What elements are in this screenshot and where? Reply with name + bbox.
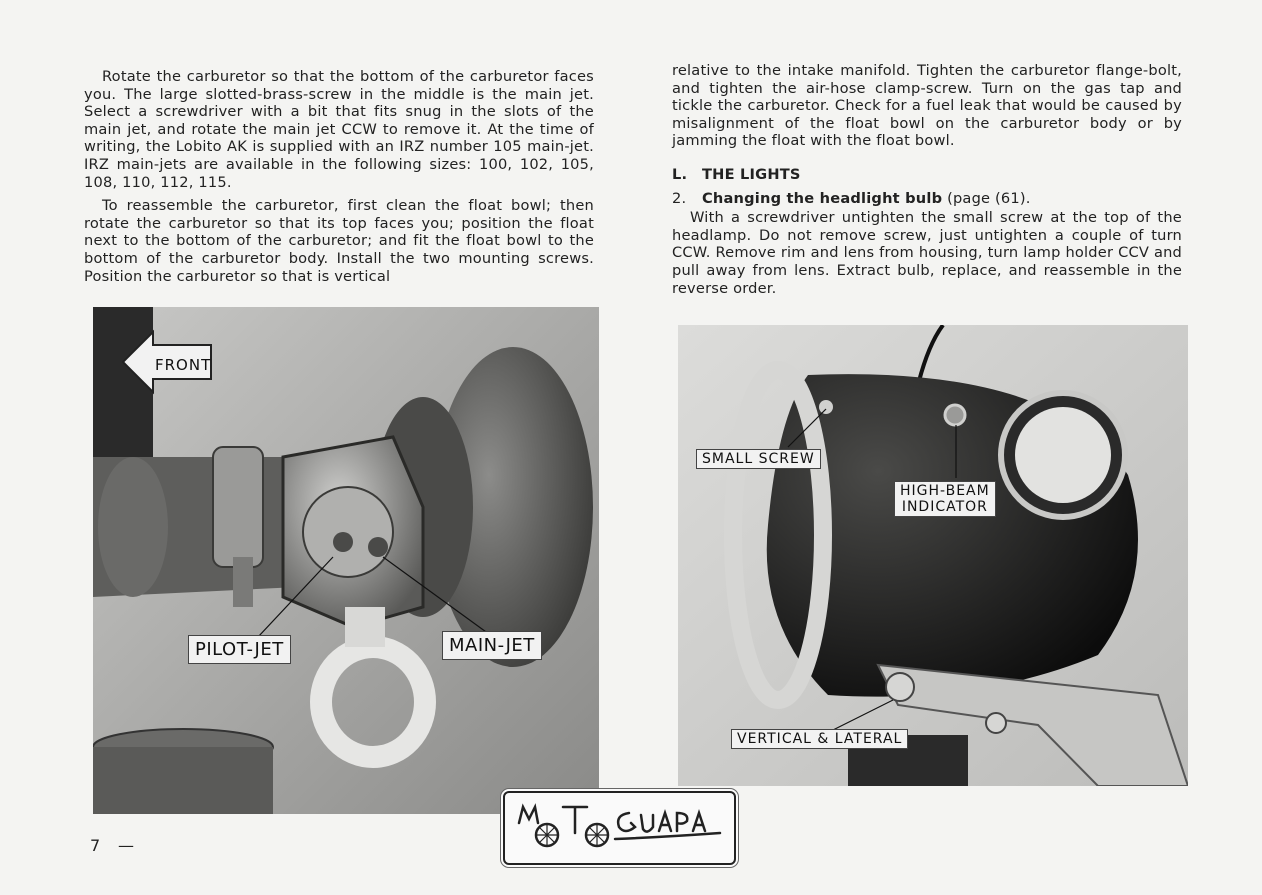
front-label: FRONT — [155, 356, 212, 374]
carburetor-illustration — [93, 307, 599, 814]
high-beam-line: HIGH-BEAM — [900, 483, 990, 499]
carburetor-paragraph-1: Rotate the carburetor so that the bottom of the carburetor faces you. The large slotted-brass-screw in the middle is the main jet. Select a screwdriver with a bit that fits snug in the slots of the main jet, and rotate the main jet CCW to remove it. At the time of writing, the Lobito AK is supplied with an IRZ number 105 main-jet. IRZ main-jets are available in the following sizes: 100, 102, 105, 108, 110, 112, 115. — [84, 68, 594, 191]
main-jet-label: MAIN-JET — [442, 631, 542, 660]
section-title: THE LIGHTS — [702, 165, 801, 183]
motoguapa-logo — [503, 791, 736, 865]
item-number: 2. — [672, 189, 687, 207]
item-title: Changing the headlight bulb — [702, 189, 943, 207]
section-number: L. — [672, 165, 688, 183]
item-page-ref: (page (61). — [947, 189, 1031, 207]
headlight-paragraph: With a screwdriver untighten the small screw at the top of the headlamp. Do not remove screw, just untighten a couple of turn CCW. Remove rim and lens from housing, turn lamp holder CCV and pull away from lens. Extract bulb, replace, and reassemble in the reverse order. — [672, 209, 1182, 297]
vertical-lateral-label: VERTICAL & LATERAL — [731, 729, 908, 749]
right-text-column — [672, 62, 1182, 303]
carburetor-paragraph-2: To reassemble the carburetor, first clean the float bowl; then rotate the carburetor so that its top faces you; position the float next to the bottom of the carburetor; and fit the float bowl to the bottom of the carburetor body. Install the two mounting screws. Position the carburetor so that is vertical — [84, 197, 594, 285]
carburetor-photo — [93, 307, 599, 814]
high-beam-indicator-label — [894, 481, 996, 517]
section-heading — [672, 166, 1182, 184]
motoguapa-logo-art — [505, 793, 734, 863]
pilot-jet-label: PILOT-JET — [188, 635, 291, 664]
headlight-illustration — [678, 325, 1188, 786]
indicator-line: INDICATOR — [901, 499, 988, 515]
left-text-column — [84, 68, 594, 291]
page-dash: — — [118, 836, 134, 855]
item-heading — [672, 190, 1182, 208]
headlight-photo — [678, 325, 1188, 786]
small-screw-label: SMALL SCREW — [696, 449, 821, 469]
carburetor-paragraph-3: relative to the intake manifold. Tighten the carburetor flange-bolt, and tighten the air-hose clamp-screw. Turn on the gas tap and tickle the carburetor. Check for a fuel leak that would be caused by misalignment of the float bowl on the carburetor body or by jamming the float with the float bowl. — [672, 62, 1182, 150]
page-number: 7 — [90, 836, 101, 855]
